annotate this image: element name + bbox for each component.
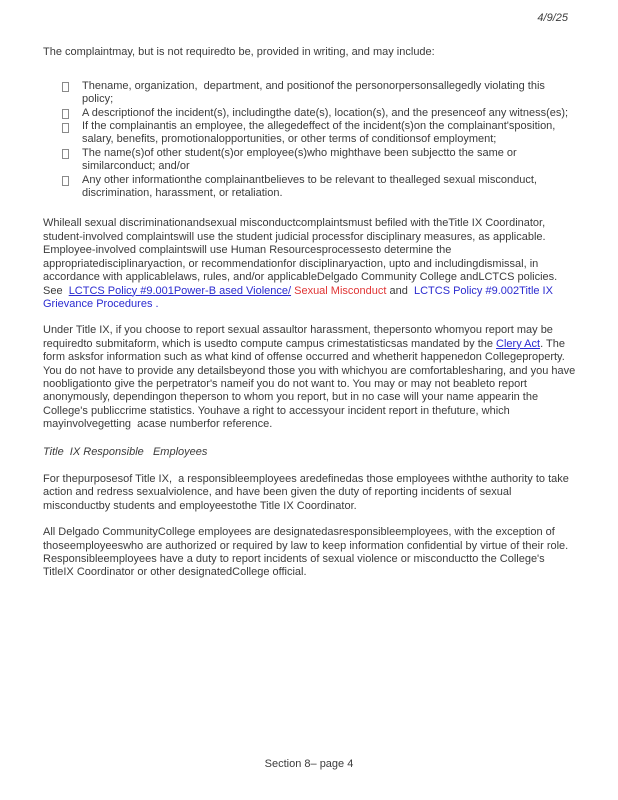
sexual-misconduct-link[interactable]: Sexual Misconduct <box>294 284 387 297</box>
list-item <box>62 120 576 147</box>
reporting-paragraph-text-after: . The form asksfor information such as what kind of offense occurred and whetherit happenedon Collegeproperty. You do not have to provide any detailsbeyond those you with whichyou are comfortablesharing, and you have noobligationto give the perpetrator's nameif you do not want to. You may or may not beableto report anonymously, dependingon theperson to whom you report, but in no case will your name appearin the College's publiccrime statistics. Youhave a right to accessyour incident report in thefuture, which mayinvolvegetting acase numberfor reference. <box>43 337 579 431</box>
filing-paragraph-text: Whileall sexual discriminationandsexual misconductcomplaintsmust befiled with theTitle IX Coordinator, student-involved complaintswill use the student judicial processfor disciplinary measures, as applicable. Employee-involved complaintswill use Human Resourcesprocessesto determine the appropriatedisciplinaryaction, or recommendationfor disciplinaryaction, upto and includingdismissal, in accordance with applicablelaws, rules, and/or applicableDelgado Community College andLCTCS policies. See <box>43 217 561 297</box>
list-item <box>62 147 576 174</box>
list-item <box>62 107 576 120</box>
square-bullet-icon <box>62 109 69 119</box>
reporting-paragraph-text-before: Under Title IX, if you choose to report sexual assaultor harassment, thepersonto whomyou report may be requiredto submitaform, which is usedto compute campus crimestatisticsas mandated by the <box>43 324 556 350</box>
square-bullet-icon <box>62 82 69 92</box>
clery-act-link[interactable]: Clery Act <box>496 337 541 350</box>
list-item-text: The name(s)of other student(s)or employee(s)who mighthave been subjectto the same or similarconduct; and/or <box>82 146 520 173</box>
list-item-text: Thename, organization, department, and positionof the personorpersonsallegedly violating this policy; <box>82 79 548 106</box>
square-bullet-icon <box>62 123 69 133</box>
section-heading-title-ix-responsible-employees: Title IX Responsible Employees <box>43 445 208 458</box>
list-item-text: Any other informationthe complainantbelieves to be relevant to thealleged sexual misconduct, discrimination, harassment, or retaliation. <box>82 173 540 200</box>
complaint-items-list <box>43 80 576 201</box>
filing-paragraph-connector: and <box>389 284 414 297</box>
square-bullet-icon <box>62 149 69 159</box>
list-item <box>62 174 576 201</box>
square-bullet-icon <box>62 176 69 186</box>
filing-process-paragraph <box>43 217 576 311</box>
list-item-text: If the complainantis an employee, the allegedeffect of the incident(s)on the complainant'sposition, salary, benefits, promotionalopportunities, or other terms of conditionsof employment; <box>82 120 559 146</box>
intro-paragraph: The complaintmay, but is not requiredto be, provided in writing, and may include: <box>43 46 435 59</box>
list-item <box>62 80 576 107</box>
page-footer: Section 8– page 4 <box>264 757 354 770</box>
lctcs-policy-9002-link[interactable]: LCTCS Policy #9.002Title IX Grievance Procedures <box>43 284 557 310</box>
list-item-text: A descriptionof the incident(s), includingthe date(s), location(s), and the presenceof any witness(es); <box>82 106 569 119</box>
page-date: 4/9/25 <box>537 12 568 24</box>
filing-paragraph-period: . <box>152 297 159 310</box>
lctcs-policy-9001-link[interactable]: LCTCS Policy #9.001Power-B ased Violence/ <box>68 284 292 297</box>
responsible-employees-designation-paragraph: All Delgado CommunityCollege employees are designatedasresponsibleemployees, with the exception of thoseemployeeswho are authorized or required by law to keep information confidential by virtue of their role. Responsibleemployees have a duty to report incidents of sexual violence or misconductto the College's TitleIX Coordinator or other designatedCollege official. <box>43 526 572 579</box>
responsible-employees-definition-paragraph: For thepurposesof Title IX, a responsibleemployees aredefinedas those employees withthe authority to take action and redress sexualviolence, and have been given the duty of reporting incidents of sexual misconductby students and employeestothe Title IX Coordinator. <box>43 472 572 512</box>
clery-reporting-paragraph <box>43 324 579 431</box>
